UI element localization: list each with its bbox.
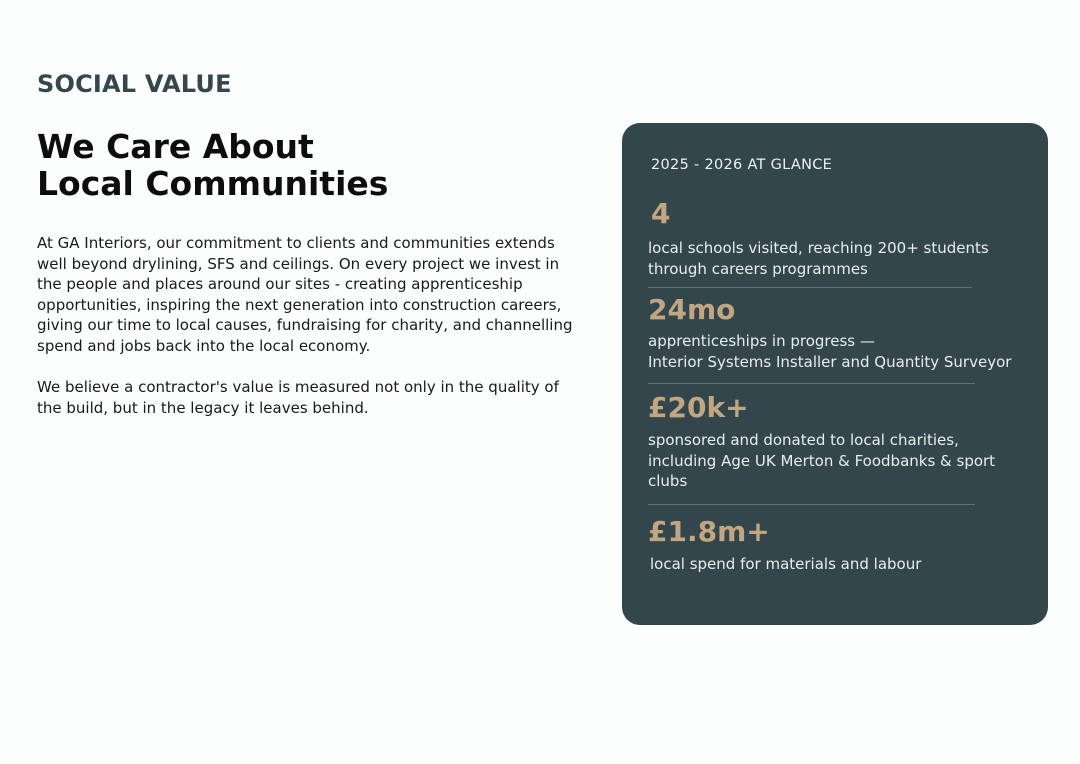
intro-paragraph — [37, 233, 597, 356]
stat-divider — [648, 383, 975, 384]
stat-schools — [648, 197, 1028, 279]
stat-description-line: sponsored and donated to local charities, — [648, 431, 959, 449]
stat-value: 24mo — [648, 293, 736, 326]
stat-apprenticeships — [648, 293, 1028, 372]
panel-title: 2025 - 2026 AT GLANCE — [651, 157, 833, 173]
page-title — [37, 128, 388, 202]
stat-description-line: apprenticeships in progress — — [648, 332, 875, 350]
legacy-paragraph-line: the build, but in the legacy it leaves behind. — [37, 398, 369, 417]
intro-paragraph-line: well beyond drylining, SFS and ceilings. On every project we invest in — [37, 254, 560, 273]
stat-description-line: Interior Systems Installer and Quantity Surveyor — [648, 352, 1012, 371]
stat-description — [648, 331, 1028, 372]
legacy-paragraph — [37, 377, 597, 418]
stat-divider — [648, 504, 975, 505]
intro-paragraph-line: At GA Interiors, our commitment to clients and communities extends — [37, 234, 555, 252]
stat-description-line: local spend for materials and labour — [650, 555, 922, 573]
stat-description-line: clubs — [648, 472, 688, 490]
legacy-paragraph-line: We believe a contractor's value is measured not only in the quality of — [37, 378, 559, 396]
page-title-line-1: We Care About — [37, 127, 314, 166]
stat-description-line: through careers programmes — [648, 259, 868, 278]
stat-local-spend — [648, 515, 1028, 575]
intro-paragraph-line: spend and jobs back into the local economy. — [37, 336, 371, 355]
stat-description-line: including Age UK Merton & Foodbanks & sport — [648, 451, 996, 470]
stat-description — [648, 430, 1028, 492]
stat-description-line: local schools visited, reaching 200+ students — [648, 239, 989, 257]
stat-value: 4 — [651, 197, 671, 230]
stat-description — [650, 554, 1028, 575]
stat-value: £20k+ — [648, 391, 749, 424]
stat-value: £1.8m+ — [648, 515, 770, 548]
stat-donations — [648, 391, 1028, 492]
intro-paragraph-line: opportunities, inspiring the next generation into construction careers, — [37, 295, 562, 314]
at-a-glance-panel — [622, 123, 1048, 625]
intro-paragraph-line: giving our time to local causes, fundraising for charity, and channelling — [37, 316, 573, 334]
stat-description — [648, 238, 1028, 279]
intro-paragraph-line: the people and places around our sites - creating apprenticeship — [37, 275, 523, 293]
stat-divider — [648, 287, 972, 288]
page-title-line-2: Local Communities — [37, 164, 389, 203]
section-label: SOCIAL VALUE — [37, 70, 232, 98]
